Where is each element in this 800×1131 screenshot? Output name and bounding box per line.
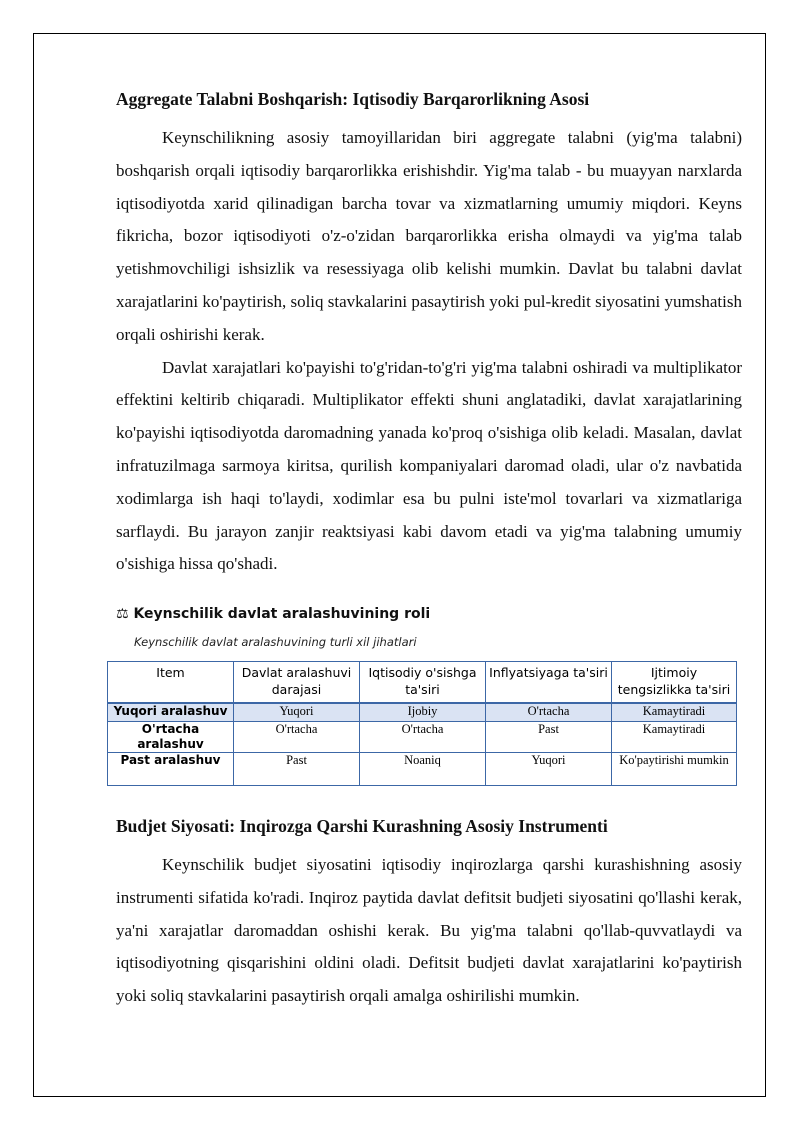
- table-header-cell: Iqtisodiy o'sishga ta'siri: [360, 662, 486, 704]
- table-cell: O'rtacha: [486, 703, 612, 722]
- table-cell: Yuqori: [486, 753, 612, 786]
- section-heading: Budjet Siyosati: Inqirozga Qarshi Kurashning Asosiy Instrumenti: [116, 816, 608, 836]
- table-header-row: [108, 662, 737, 704]
- table-header-cell: Davlat aralashuvi darajasi: [234, 662, 360, 704]
- table-header-cell: Ijtimoiy tengsizlikka ta'siri: [612, 662, 737, 704]
- paragraph: Keynschilikning asosiy tamoyillaridan biri aggregate talabni (yig'ma talabni) boshqarish orqali iqtisodiy barqarorlikka erishishdir. Yig'ma talab - bu muayyan narxlarda iqtisodiyotda xarid qilinadigan barcha tovar va xizmatlarning umumiy miqdori. Keyns fikricha, bozor iqtisodiyoti o'z-o'zidan barqarorlikka erisha olmaydi va yig'ma talab yetishmovchiligi ishsizlik va resessiyaga olib kelishi mumkin. Davlat bu talabni davlat xarajatlarini ko'paytirish, soliq stavkalarini pasaytirish yoki pul-kredit siyosatini yumshatish orqali oshirishi kerak.: [116, 128, 742, 344]
- intervention-table: [107, 661, 737, 786]
- table-cell: Kamaytiradi: [612, 703, 737, 722]
- table-header-cell: Inflyatsiyaga ta'siri: [486, 662, 612, 704]
- table-cell: Past: [486, 722, 612, 753]
- table-cell: Yuqori: [234, 703, 360, 722]
- section-budget-policy: [116, 815, 742, 1013]
- paragraph: Keynschilik budjet siyosatini iqtisodiy inqirozlarga qarshi kurashishning asosiy instrumenti sifatida ko'radi. Inqiroz paytida davlat defitsit budjeti siyosatini qo'llashi kerak, ya'ni xarajatlar daromaddan oshishi kerak. Bu yig'ma talabni qo'llab-quvvatlaydi va iqtisodiyotning qisqarishini oldini oladi. Defitsit budjeti davlat xarajatlarini ko'paytirish yoki soliq stavkalarini pasaytirish orqali amalga oshirilishi mumkin.: [116, 855, 742, 1006]
- table-cell: Ijobiy: [360, 703, 486, 722]
- table-row-header: Yuqori aralashuv: [108, 703, 234, 722]
- section-heading: Aggregate Talabni Boshqarish: Iqtisodiy Barqarorlikning Asosi: [116, 89, 590, 109]
- table-subtitle: Keynschilik davlat aralashuvining turli xil jihatlari: [134, 635, 417, 649]
- table-row: [108, 722, 737, 753]
- table-header-cell: Item: [108, 662, 234, 704]
- paragraph: Davlat xarajatlari ko'payishi to'g'ridan-to'g'ri yig'ma talabni oshiradi va multiplikator effektini keltirib chiqaradi. Multiplikator effekti shuni anglatadiki, davlat xarajatlarining ko'payishi iqtisodiyotda daromadning yanada ko'proq o'sishiga olib keladi. Masalan, davlat infratuzilmaga sarmoya kiritsa, qurilish kompaniyalari daromad oladi, ular o'z navbatida xodimlarga ish haqi to'laydi, xodimlar esa bu pulni iste'mol tovarlari va xizmatlariga sarflaydi. Bu jarayon zanjir reaktsiyasi kabi davom etadi va yig'ma talabning umumiy o'sishiga hissa qo'shadi.: [116, 357, 742, 574]
- table-row-header: Past aralashuv: [108, 753, 234, 786]
- table-row: [108, 703, 737, 722]
- scales-icon: ⚖: [116, 606, 129, 622]
- table-row: [108, 753, 737, 786]
- table-title: [116, 606, 430, 622]
- table-cell: Ko'paytirishi mumkin: [612, 753, 737, 786]
- table-title-text: Keynschilik davlat aralashuvining roli: [133, 606, 431, 622]
- table-cell: O'rtacha: [360, 722, 486, 753]
- table-row-header: O'rtacha aralashuv: [108, 722, 234, 753]
- table-cell: Kamaytiradi: [612, 722, 737, 753]
- table-cell: Past: [234, 753, 360, 786]
- table-cell: O'rtacha: [234, 722, 360, 753]
- table-cell: Noaniq: [360, 753, 486, 786]
- section-aggregate-demand: [116, 88, 742, 581]
